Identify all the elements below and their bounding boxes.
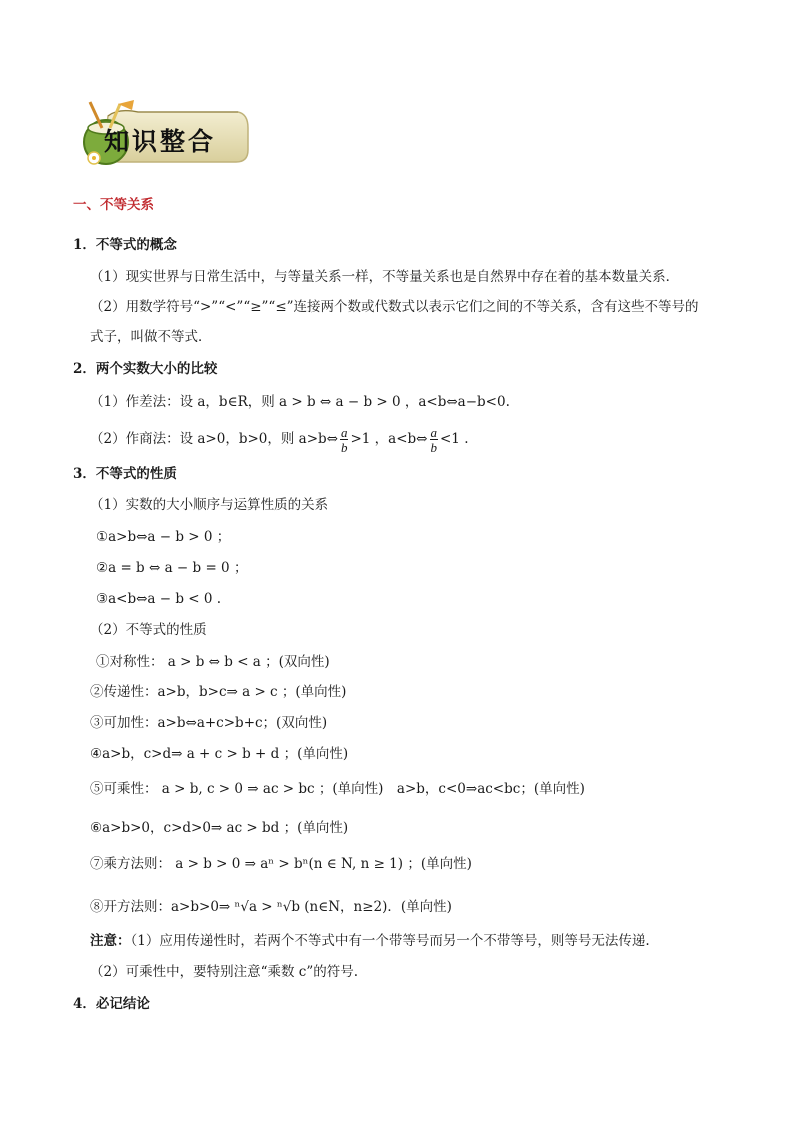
item3-title: 3．不等式的性质 — [73, 466, 177, 482]
item1-paragraph-1: （1）现实世界与日常生活中，与等量关系一样，不等量关系也是自然界中存在着的基本数量关系． — [90, 269, 680, 285]
item4-title: 4．必记结论 — [73, 996, 150, 1012]
item3-subtitle-2: （2）不等式的性质 — [90, 622, 207, 638]
property-multiplicativity: ⑤可乘性： a > b, c > 0 ⇒ ac > bc ；(单向性) a>b，c<0⇒ac<bc；(单向性) — [90, 781, 585, 797]
relation-1: ①a>b⇔a − b > 0 ； — [96, 529, 231, 545]
difference-method-line: （1）作差法：设 a，b∈R，则 a > b ⇔ a − b > 0 ，a<b⇔a−b<0. — [90, 394, 510, 410]
fraction-a-over-b — [340, 426, 349, 454]
property-addition-of-inequalities: ④a>b，c>d⇒ a + c > b + d ；(单向性) — [90, 746, 349, 762]
quotient-method-line — [90, 420, 468, 460]
property-power-rule: ⑦乘方法则： a > b > 0 ⇒ aⁿ > bⁿ(n ∈ N, n ≥ 1) ；(单向性) — [90, 856, 472, 872]
fraction-denominator-2: b — [430, 440, 437, 455]
note-line-1 — [90, 935, 650, 949]
item1-title: 1．不等式的概念 — [73, 237, 177, 253]
knowledge-badge-title: 知识整合 — [104, 127, 217, 156]
item2-title: 2．两个实数大小的比较 — [73, 361, 218, 377]
quotient-method-prefix: （2）作商法：设 a>0，b>0，则 a>b⇔ — [90, 431, 338, 448]
note-label: 注意： — [90, 933, 131, 949]
note-line-2: （2）可乘性中，要特别注意“乘数 c”的符号. — [90, 964, 359, 980]
property-symmetry: ①对称性： a > b ⇔ b < a ；(双向性) — [96, 654, 330, 670]
property-additivity: ③可加性：a>b⇔a+c>b+c；(双向性) — [90, 715, 328, 731]
item1-paragraph-2a: （2）用数学符号“>”“<”“≥”“≤”连接两个数或代数式以表示它们之间的不等关系，含有这些不等号的 — [90, 299, 699, 315]
relation-2: ②a = b ⇔ a − b = 0 ； — [96, 560, 248, 576]
fraction-denominator: b — [340, 440, 348, 455]
fraction-a-over-b-2 — [430, 426, 439, 454]
fraction-numerator-2: a — [430, 425, 437, 440]
quotient-method-middle: >1 ，a<b⇔ — [350, 431, 428, 448]
property-root-rule: ⑧开方法则：a>b>0⇒ ⁿ√a > ⁿ√b (n∈N，n≥2)．(单向性) — [90, 899, 452, 915]
relation-3: ③a<b⇔a − b < 0 . — [96, 591, 222, 607]
quotient-method-suffix: <1 . — [440, 431, 469, 448]
note-text-1: （1）应用传递性时，若两个不等式中有一个带等号而另一个不带等号，则等号无法传递. — [130, 933, 650, 949]
item1-paragraph-2b: 式子，叫做不等式． — [90, 329, 212, 345]
property-transitivity: ②传递性：a>b，b>c⇒ a > c ；(单向性) — [90, 684, 347, 700]
item3-subtitle-1: （1）实数的大小顺序与运算性质的关系 — [90, 497, 329, 513]
property-multiplication-of-inequalities: ⑥a>b>0，c>d>0⇒ ac > bd ；(单向性) — [90, 820, 349, 836]
section-title: 一、不等关系 — [73, 197, 154, 213]
fraction-numerator: a — [340, 425, 348, 440]
